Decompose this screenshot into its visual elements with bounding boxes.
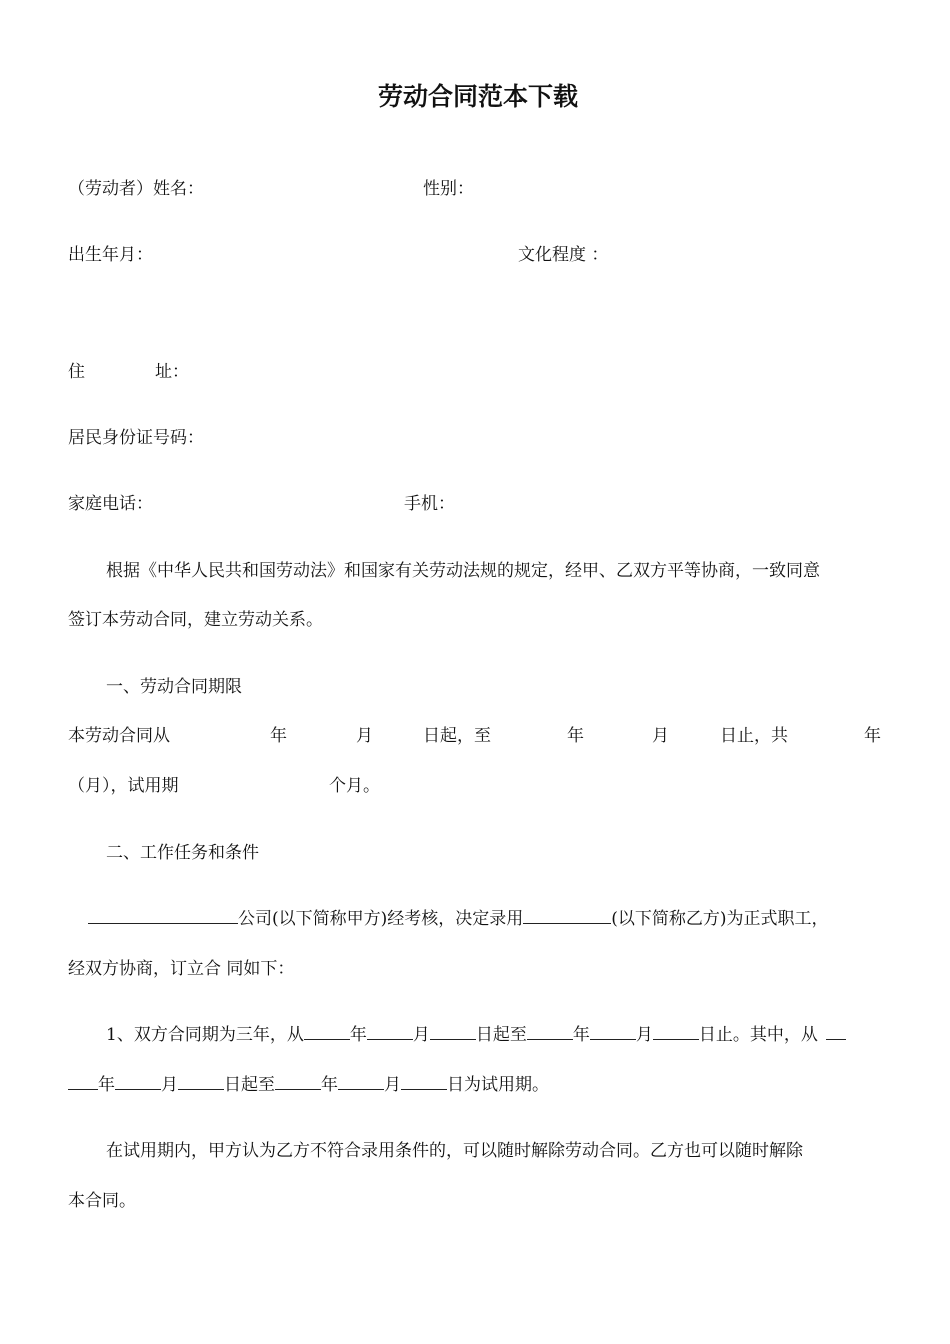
clause-1-from: 日起至 <box>224 1075 275 1095</box>
section2-heading: 二、工作任务和条件 <box>106 843 259 863</box>
blank <box>275 1074 321 1090</box>
intro-line-2: 签订本劳动合同，建立劳动关系。 <box>68 610 323 630</box>
clause-1-month: 月 <box>161 1075 178 1095</box>
term-month-2: 月 <box>652 726 669 746</box>
blank <box>338 1074 384 1090</box>
blank <box>527 1024 573 1040</box>
probation-months: 个月。 <box>329 776 380 796</box>
blank <box>115 1074 161 1090</box>
blank <box>430 1024 476 1040</box>
mobile-label: 手机： <box>404 494 455 514</box>
clause-1-line-2 <box>68 1074 549 1096</box>
term-year-1: 年 <box>270 726 287 746</box>
clause-1-year: 年 <box>349 1025 367 1045</box>
blank <box>590 1024 636 1040</box>
blank <box>401 1074 447 1090</box>
clause-1-year: 年 <box>572 1025 590 1045</box>
term-day-1: 日起，至 <box>423 726 491 746</box>
hire-text-b: (以下简称乙方)为正式职工， <box>611 909 829 929</box>
term-year-2: 年 <box>567 726 584 746</box>
company-blank <box>88 908 238 924</box>
id-number-label: 居民身份证号码： <box>68 428 204 448</box>
blank <box>178 1074 224 1090</box>
blank <box>653 1024 699 1040</box>
clause-1-from: 日起至 <box>475 1025 527 1045</box>
clause-1-month: 月 <box>635 1025 653 1045</box>
employee-blank <box>523 908 611 924</box>
clause-1-year: 年 <box>321 1075 338 1095</box>
birth-label: 出生年月： <box>68 245 153 265</box>
clause-1-end: 日止。其中，从 <box>698 1025 818 1045</box>
clause-1-year: 年 <box>98 1075 115 1095</box>
blank <box>367 1024 413 1040</box>
education-label: 文化程度 ： <box>518 245 609 265</box>
intro-line-1: 根据《中华人民共和国劳动法》和国家有关劳动法规的规定，经甲、乙双方平等协商，一致同意 <box>106 561 820 581</box>
address-label-part2: 址： <box>155 362 189 382</box>
term-year-3: 年 <box>864 726 881 746</box>
hire-text-a: 公司(以下简称甲方)经考核，决定录用 <box>238 909 524 929</box>
probation-clause-line-1: 在试用期内，甲方认为乙方不符合录用条件的，可以随时解除劳动合同。乙方也可以随时解除 <box>106 1141 803 1161</box>
clause-1-trial: 日为试用期。 <box>447 1075 549 1095</box>
blank <box>304 1024 350 1040</box>
hire-line-1 <box>88 908 829 930</box>
term-day-2: 日止，共 <box>720 726 788 746</box>
clause-1-start: 1、双方合同期为三年，从 <box>106 1025 304 1045</box>
hire-line-2: 经双方协商，订立合 同如下： <box>68 959 295 979</box>
term-month-1: 月 <box>356 726 373 746</box>
probation-clause-line-2: 本合同。 <box>68 1191 136 1211</box>
probation-label: （月），试用期 <box>68 776 179 796</box>
gender-label: 性别： <box>423 179 474 199</box>
blank <box>826 1024 846 1040</box>
blank <box>68 1074 98 1090</box>
clause-1-month: 月 <box>384 1075 401 1095</box>
address-label-part1: 住 <box>68 362 85 382</box>
clause-1-month: 月 <box>412 1025 430 1045</box>
clause-1-line-1 <box>106 1024 846 1046</box>
term-start-label: 本劳动合同从 <box>68 726 170 746</box>
section1-heading: 一、劳动合同期限 <box>106 677 242 697</box>
page-title: 劳动合同范本下载 <box>378 82 579 111</box>
name-label: （劳动者）姓名： <box>68 179 204 199</box>
home-phone-label: 家庭电话： <box>68 494 153 514</box>
